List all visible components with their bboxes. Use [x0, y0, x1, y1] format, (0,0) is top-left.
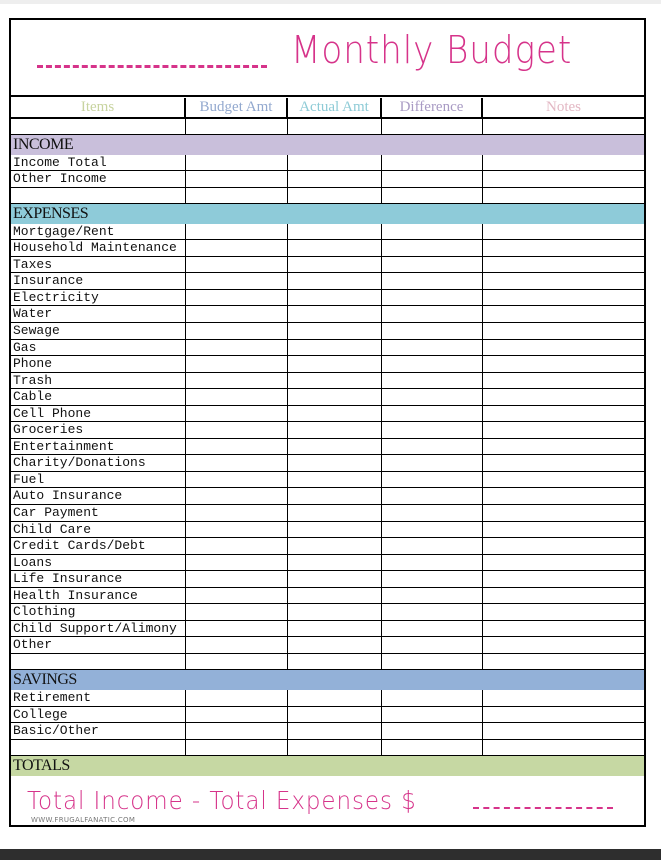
- budget-amt-cell[interactable]: [186, 588, 288, 604]
- item-label: Other Income: [11, 171, 186, 187]
- budget-amt-cell[interactable]: [186, 538, 288, 554]
- notes-cell[interactable]: [483, 740, 644, 756]
- item-label: Groceries: [11, 422, 186, 438]
- notes-cell[interactable]: [483, 654, 644, 670]
- item-label: Sewage: [11, 323, 186, 339]
- notes-cell[interactable]: [483, 571, 644, 587]
- notes-cell[interactable]: [483, 723, 644, 739]
- actual-amt-cell[interactable]: [288, 439, 382, 455]
- budget-amt-cell[interactable]: [186, 707, 288, 723]
- formula-blank-line[interactable]: [473, 807, 613, 809]
- notes-cell[interactable]: [483, 389, 644, 405]
- notes-cell[interactable]: [483, 171, 644, 187]
- difference-cell[interactable]: [382, 505, 483, 521]
- budget-amt-cell[interactable]: [186, 488, 288, 504]
- actual-amt-cell[interactable]: [288, 406, 382, 422]
- blank-row: [11, 119, 644, 136]
- difference-cell[interactable]: [382, 340, 483, 356]
- budget-amt-cell[interactable]: [186, 406, 288, 422]
- item-label: Income Total: [11, 155, 186, 171]
- formula-text: Total Income - Total Expenses $: [27, 785, 417, 815]
- notes-cell[interactable]: [483, 155, 644, 171]
- difference-cell[interactable]: [382, 538, 483, 554]
- table-row-child-care: [11, 522, 644, 539]
- actual-amt-cell[interactable]: [288, 290, 382, 306]
- notes-cell[interactable]: [483, 604, 644, 620]
- item-label: Water: [11, 306, 186, 322]
- budget-amt-cell[interactable]: [186, 439, 288, 455]
- budget-amt-cell[interactable]: [186, 555, 288, 571]
- budget-amt-cell[interactable]: [186, 740, 288, 756]
- notes-cell[interactable]: [483, 340, 644, 356]
- difference-cell[interactable]: [382, 439, 483, 455]
- item-label: Car Payment: [11, 505, 186, 521]
- budget-amt-cell[interactable]: [186, 654, 288, 670]
- item-label: [11, 740, 186, 756]
- difference-cell[interactable]: [382, 155, 483, 171]
- actual-amt-cell[interactable]: [288, 119, 382, 135]
- difference-cell[interactable]: [382, 171, 483, 187]
- table-row-groceries: [11, 422, 644, 439]
- difference-cell[interactable]: [382, 707, 483, 723]
- table-row-entertainment: [11, 439, 644, 456]
- difference-cell[interactable]: [382, 723, 483, 739]
- section-expenses: EXPENSES: [11, 204, 644, 224]
- difference-cell[interactable]: [382, 290, 483, 306]
- notes-cell[interactable]: [483, 439, 644, 455]
- table-row-car-payment: [11, 505, 644, 522]
- notes-cell[interactable]: [483, 522, 644, 538]
- difference-cell[interactable]: [382, 604, 483, 620]
- budget-amt-cell[interactable]: [186, 171, 288, 187]
- difference-cell[interactable]: [382, 306, 483, 322]
- difference-cell[interactable]: [382, 422, 483, 438]
- item-label: Retirement: [11, 690, 186, 706]
- budget-amt-cell[interactable]: [186, 690, 288, 706]
- budget-amt-cell[interactable]: [186, 389, 288, 405]
- notes-cell[interactable]: [483, 588, 644, 604]
- table-row-taxes: [11, 257, 644, 274]
- budget-amt-cell[interactable]: [186, 240, 288, 256]
- notes-cell[interactable]: [483, 637, 644, 653]
- item-label: [11, 119, 186, 135]
- table-row-income-total: [11, 155, 644, 172]
- table-row-mortgage-rent: [11, 224, 644, 241]
- item-label: Fuel: [11, 472, 186, 488]
- table-row-health-insurance: [11, 588, 644, 605]
- item-label: [11, 188, 186, 204]
- column-header-difference: Difference: [382, 98, 483, 117]
- table-row-clothing: [11, 604, 644, 621]
- budget-amt-cell[interactable]: [186, 119, 288, 135]
- budget-amt-cell[interactable]: [186, 723, 288, 739]
- budget-amt-cell[interactable]: [186, 571, 288, 587]
- actual-amt-cell[interactable]: [288, 740, 382, 756]
- table-row-loans: [11, 555, 644, 572]
- actual-amt-cell[interactable]: [288, 637, 382, 653]
- notes-cell[interactable]: [483, 472, 644, 488]
- actual-amt-cell[interactable]: [288, 654, 382, 670]
- budget-amt-cell[interactable]: [186, 472, 288, 488]
- item-label: College: [11, 707, 186, 723]
- actual-amt-cell[interactable]: [288, 171, 382, 187]
- item-label: Child Support/Alimony: [11, 621, 186, 637]
- budget-amt-cell[interactable]: [186, 340, 288, 356]
- actual-amt-cell[interactable]: [288, 155, 382, 171]
- table-header: [11, 98, 644, 119]
- column-header-notes: Notes: [546, 98, 581, 115]
- table-row-water: [11, 306, 644, 323]
- title-box: [11, 20, 644, 97]
- difference-cell[interactable]: [382, 356, 483, 372]
- table-row-college: [11, 707, 644, 724]
- month-blank-line: [37, 65, 267, 68]
- actual-amt-cell[interactable]: [288, 538, 382, 554]
- item-label: Basic/Other: [11, 723, 186, 739]
- notes-cell[interactable]: [483, 306, 644, 322]
- table-row-fuel: [11, 472, 644, 489]
- totals-formula: [11, 776, 644, 832]
- notes-cell[interactable]: [483, 290, 644, 306]
- bottom-bar: [0, 849, 661, 860]
- notes-cell[interactable]: [483, 555, 644, 571]
- notes-cell[interactable]: [483, 224, 644, 240]
- item-label: [11, 654, 186, 670]
- actual-amt-cell[interactable]: [288, 707, 382, 723]
- budget-sheet: [9, 18, 646, 827]
- top-edge: [0, 0, 661, 4]
- difference-cell[interactable]: [382, 406, 483, 422]
- table-row-phone: [11, 356, 644, 373]
- table-row-auto-insurance: [11, 488, 644, 505]
- notes-cell[interactable]: [483, 690, 644, 706]
- table-row-cell-phone: [11, 406, 644, 423]
- budget-amt-cell[interactable]: [186, 522, 288, 538]
- item-label: Electricity: [11, 290, 186, 306]
- item-label: Insurance: [11, 273, 186, 289]
- table-row-retirement: [11, 690, 644, 707]
- notes-cell[interactable]: [483, 273, 644, 289]
- difference-cell[interactable]: [382, 273, 483, 289]
- item-label: Trash: [11, 373, 186, 389]
- actual-amt-cell[interactable]: [288, 555, 382, 571]
- budget-amt-cell[interactable]: [186, 637, 288, 653]
- actual-amt-cell[interactable]: [288, 604, 382, 620]
- actual-amt-cell[interactable]: [288, 356, 382, 372]
- item-label: Gas: [11, 340, 186, 356]
- item-label: Entertainment: [11, 439, 186, 455]
- actual-amt-cell[interactable]: [288, 273, 382, 289]
- budget-amt-cell[interactable]: [186, 323, 288, 339]
- notes-cell[interactable]: [483, 356, 644, 372]
- table-row-basic-other: [11, 723, 644, 740]
- notes-cell[interactable]: [483, 188, 644, 204]
- item-label: Phone: [11, 356, 186, 372]
- notes-cell[interactable]: [483, 240, 644, 256]
- item-label: Cable: [11, 389, 186, 405]
- notes-cell[interactable]: [483, 538, 644, 554]
- difference-cell[interactable]: [382, 621, 483, 637]
- item-label: Loans: [11, 555, 186, 571]
- actual-amt-cell[interactable]: [288, 571, 382, 587]
- actual-amt-cell[interactable]: [288, 455, 382, 471]
- item-label: Taxes: [11, 257, 186, 273]
- table-row-sewage: [11, 323, 644, 340]
- actual-amt-cell[interactable]: [288, 621, 382, 637]
- difference-cell[interactable]: [382, 654, 483, 670]
- actual-amt-cell[interactable]: [288, 373, 382, 389]
- table-row-credit-cards-debt: [11, 538, 644, 555]
- section-totals: TOTALS: [11, 756, 644, 776]
- table-row-child-support-alimony: [11, 621, 644, 638]
- table-row-charity-donations: [11, 455, 644, 472]
- actual-amt-cell[interactable]: [288, 723, 382, 739]
- notes-cell[interactable]: [483, 373, 644, 389]
- difference-cell[interactable]: [382, 119, 483, 135]
- table-row-gas: [11, 340, 644, 357]
- table-row-cable: [11, 389, 644, 406]
- budget-amt-cell[interactable]: [186, 155, 288, 171]
- difference-cell[interactable]: [382, 472, 483, 488]
- item-label: Auto Insurance: [11, 488, 186, 504]
- notes-cell[interactable]: [483, 505, 644, 521]
- notes-cell[interactable]: [483, 455, 644, 471]
- difference-cell[interactable]: [382, 571, 483, 587]
- watermark: WWW.FRUGALFANATIC.COM: [31, 815, 136, 824]
- actual-amt-cell[interactable]: [288, 422, 382, 438]
- item-label: Clothing: [11, 604, 186, 620]
- actual-amt-cell[interactable]: [288, 389, 382, 405]
- blank-row: [11, 654, 644, 671]
- actual-amt-cell[interactable]: [288, 522, 382, 538]
- budget-amt-cell[interactable]: [186, 455, 288, 471]
- budget-amt-cell[interactable]: [186, 505, 288, 521]
- blank-row: [11, 740, 644, 757]
- difference-cell[interactable]: [382, 522, 483, 538]
- difference-cell[interactable]: [382, 323, 483, 339]
- difference-cell[interactable]: [382, 690, 483, 706]
- difference-cell[interactable]: [382, 257, 483, 273]
- difference-cell[interactable]: [382, 188, 483, 204]
- actual-amt-cell[interactable]: [288, 340, 382, 356]
- difference-cell[interactable]: [382, 455, 483, 471]
- notes-cell[interactable]: [483, 621, 644, 637]
- table-row-other-income: [11, 171, 644, 188]
- table-row-other: [11, 637, 644, 654]
- table-row-electricity: [11, 290, 644, 307]
- budget-amt-cell[interactable]: [186, 257, 288, 273]
- notes-cell[interactable]: [483, 422, 644, 438]
- budget-amt-cell[interactable]: [186, 273, 288, 289]
- section-savings: SAVINGS: [11, 670, 644, 690]
- column-header-actual-amt: Actual Amt: [288, 98, 382, 117]
- item-label: Cell Phone: [11, 406, 186, 422]
- item-label: Other: [11, 637, 186, 653]
- budget-amt-cell[interactable]: [186, 224, 288, 240]
- budget-amt-cell[interactable]: [186, 422, 288, 438]
- actual-amt-cell[interactable]: [288, 188, 382, 204]
- table-row-life-insurance: [11, 571, 644, 588]
- budget-amt-cell[interactable]: [186, 290, 288, 306]
- actual-amt-cell[interactable]: [288, 505, 382, 521]
- item-label: Household Maintenance: [11, 240, 186, 256]
- item-label: Credit Cards/Debt: [11, 538, 186, 554]
- notes-cell[interactable]: [483, 323, 644, 339]
- difference-cell[interactable]: [382, 740, 483, 756]
- difference-cell[interactable]: [382, 224, 483, 240]
- difference-cell[interactable]: [382, 240, 483, 256]
- difference-cell[interactable]: [382, 637, 483, 653]
- actual-amt-cell[interactable]: [288, 257, 382, 273]
- actual-amt-cell[interactable]: [288, 224, 382, 240]
- item-label: Charity/Donations: [11, 455, 186, 471]
- table-row-insurance: [11, 273, 644, 290]
- item-label: Life Insurance: [11, 571, 186, 587]
- table-row-trash: [11, 373, 644, 390]
- difference-cell[interactable]: [382, 488, 483, 504]
- notes-cell[interactable]: [483, 406, 644, 422]
- blank-row: [11, 188, 644, 205]
- actual-amt-cell[interactable]: [288, 240, 382, 256]
- budget-amt-cell[interactable]: [186, 306, 288, 322]
- table-row-household-maintenance: [11, 240, 644, 257]
- budget-amt-cell[interactable]: [186, 373, 288, 389]
- item-label: Mortgage/Rent: [11, 224, 186, 240]
- notes-cell[interactable]: [483, 707, 644, 723]
- actual-amt-cell[interactable]: [288, 488, 382, 504]
- actual-amt-cell[interactable]: [288, 690, 382, 706]
- budget-amt-cell[interactable]: [186, 621, 288, 637]
- difference-cell[interactable]: [382, 555, 483, 571]
- difference-cell[interactable]: [382, 389, 483, 405]
- difference-cell[interactable]: [382, 588, 483, 604]
- actual-amt-cell[interactable]: [288, 588, 382, 604]
- budget-amt-cell[interactable]: [186, 188, 288, 204]
- actual-amt-cell[interactable]: [288, 306, 382, 322]
- section-income: INCOME: [11, 135, 644, 155]
- difference-cell[interactable]: [382, 373, 483, 389]
- budget-amt-cell[interactable]: [186, 604, 288, 620]
- notes-cell[interactable]: [483, 257, 644, 273]
- actual-amt-cell[interactable]: [288, 472, 382, 488]
- budget-table: [11, 98, 644, 832]
- column-header-budget-amt: Budget Amt: [186, 98, 288, 117]
- item-label: Child Care: [11, 522, 186, 538]
- notes-cell[interactable]: [483, 488, 644, 504]
- item-label: Health Insurance: [11, 588, 186, 604]
- actual-amt-cell[interactable]: [288, 323, 382, 339]
- notes-cell[interactable]: [483, 119, 644, 135]
- page-title: Monthly Budget: [291, 28, 573, 72]
- column-header-items: Items: [11, 98, 186, 117]
- budget-amt-cell[interactable]: [186, 356, 288, 372]
